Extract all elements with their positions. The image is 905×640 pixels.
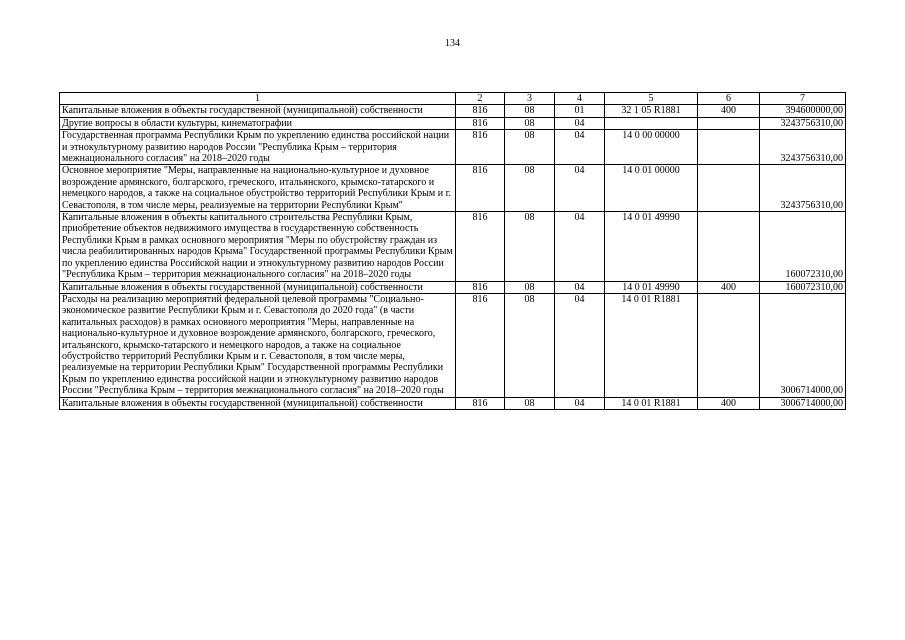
row-section: 08: [505, 212, 555, 281]
column-header: 5: [605, 93, 698, 105]
row-expense-type: 400: [698, 105, 760, 117]
row-ministry: 816: [456, 397, 505, 409]
row-target: 14 0 00 00000: [605, 130, 698, 165]
row-target: 14 0 01 R1881: [605, 293, 698, 397]
row-ministry: 816: [456, 165, 505, 212]
row-name: Капитальные вложения в объекты капитального строительства Республики Крым, приобретение объектов недвижимого имущества в государственную собственность Республики Крым в рамках основного мероприятия "Меры по обустройству граждан из числа реабилитированных народов Крыма" Государственной программы Республики Крым по укреплению единства Российской нации и этнокультурному развитию народов России "Республика Крым – территория межнационального согласия" на 2018–2020 годы: [60, 212, 456, 281]
row-amount: 160072310,00: [760, 212, 846, 281]
row-subsection: 04: [555, 293, 605, 397]
row-section: 08: [505, 165, 555, 212]
row-expense-type: 400: [698, 281, 760, 293]
row-subsection: 04: [555, 281, 605, 293]
row-ministry: 816: [456, 105, 505, 117]
row-expense-type: [698, 117, 760, 129]
row-target: 14 0 01 49990: [605, 212, 698, 281]
row-expense-type: 400: [698, 397, 760, 409]
column-header: 1: [60, 93, 456, 105]
row-ministry: 816: [456, 293, 505, 397]
row-target: 14 0 01 00000: [605, 165, 698, 212]
row-ministry: 816: [456, 281, 505, 293]
row-subsection: 04: [555, 130, 605, 165]
row-name: Расходы на реализацию мероприятий федеральной целевой программы "Социально-экономическое развитие Республики Крым и г. Севастополя до 2020 года" (в части капитальных расходов) в рамках основного мероприятия "Меры, направленные на национально-культурное и духовное возрождение армянского, болгарского, греческого, итальянского, крымско-татарского и немецкого народов, а также на социальное обустройство территорий Республики Крым и г. Севастополя, в том числе меры, реализуемые на территории Республики Крым" Государственной программы Республики Крым по укреплению единства российской нации и этнокультурному развитию народов России "Республика Крым – территория межнационального согласия" на 2018–2020 годы: [60, 293, 456, 397]
table-row: [60, 397, 846, 409]
row-section: 08: [505, 105, 555, 117]
row-subsection: 04: [555, 165, 605, 212]
table-row: [60, 117, 846, 129]
table-row: [60, 293, 846, 397]
row-target: 32 1 05 R1881: [605, 105, 698, 117]
row-amount: 3006714000,00: [760, 293, 846, 397]
table-header-row: [60, 93, 846, 105]
budget-table: [59, 92, 846, 410]
row-section: 08: [505, 293, 555, 397]
table-row: [60, 130, 846, 165]
row-subsection: 01: [555, 105, 605, 117]
row-name: Государственная программа Республики Крым по укреплению единства российской нации и этнокультурному развитию народов России "Республика Крым – территория межнационального согласия" на 2018–2020 годы: [60, 130, 456, 165]
row-amount: 3243756310,00: [760, 130, 846, 165]
row-amount: 394600000,00: [760, 105, 846, 117]
table-row: [60, 212, 846, 281]
row-name: Капитальные вложения в объекты государственной (муниципальной) собственности: [60, 281, 456, 293]
table-row: [60, 281, 846, 293]
row-amount: 3006714000,00: [760, 397, 846, 409]
row-subsection: 04: [555, 117, 605, 129]
row-expense-type: [698, 293, 760, 397]
row-section: 08: [505, 281, 555, 293]
column-header: 4: [555, 93, 605, 105]
row-expense-type: [698, 165, 760, 212]
page-number: 134: [445, 38, 460, 49]
column-header: 3: [505, 93, 555, 105]
row-name: Капитальные вложения в объекты государственной (муниципальной) собственности: [60, 105, 456, 117]
row-target: 14 0 01 R1881: [605, 397, 698, 409]
row-name: Основное мероприятие "Меры, направленные на национально-культурное и духовное возрождение армянского, болгарского, греческого, итальянского, крымско-татарского и немецкого народов, а также на социальное обустройство территорий Республики Крым и г. Севастополя, в том числе меры, реализуемые на территории Республики Крым": [60, 165, 456, 212]
row-section: 08: [505, 397, 555, 409]
row-ministry: 816: [456, 130, 505, 165]
column-header: 2: [456, 93, 505, 105]
row-name: Капитальные вложения в объекты государственной (муниципальной) собственности: [60, 397, 456, 409]
table-row: [60, 105, 846, 117]
row-subsection: 04: [555, 212, 605, 281]
row-section: 08: [505, 130, 555, 165]
row-target: [605, 117, 698, 129]
row-target: 14 0 01 49990: [605, 281, 698, 293]
column-header: 6: [698, 93, 760, 105]
row-section: 08: [505, 117, 555, 129]
row-subsection: 04: [555, 397, 605, 409]
row-expense-type: [698, 130, 760, 165]
table-row: [60, 165, 846, 212]
row-amount: 3243756310,00: [760, 117, 846, 129]
row-ministry: 816: [456, 117, 505, 129]
row-name: Другие вопросы в области культуры, кинематографии: [60, 117, 456, 129]
column-header: 7: [760, 93, 846, 105]
row-expense-type: [698, 212, 760, 281]
row-ministry: 816: [456, 212, 505, 281]
row-amount: 3243756310,00: [760, 165, 846, 212]
row-amount: 160072310,00: [760, 281, 846, 293]
